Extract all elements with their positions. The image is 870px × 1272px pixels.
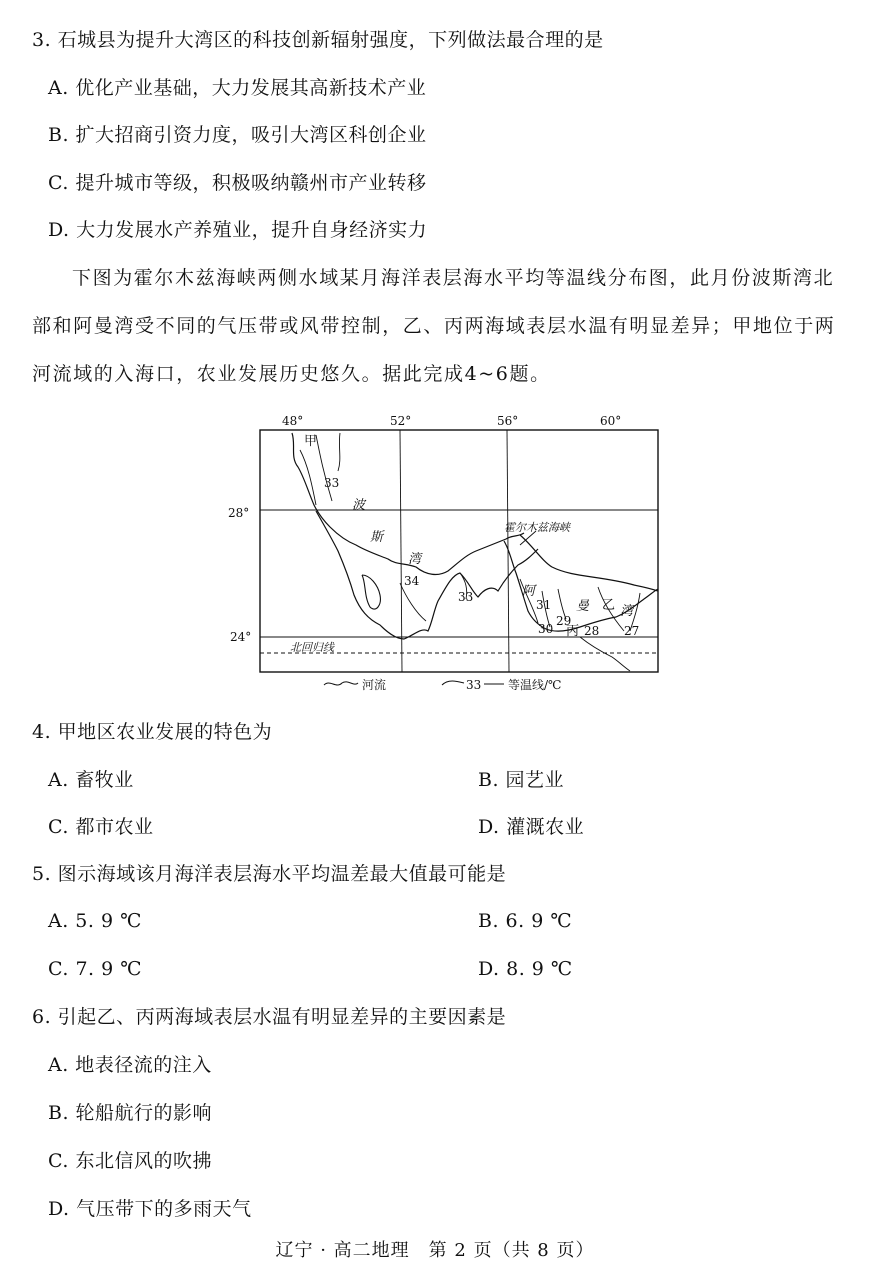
question-4-option-b: B. 园艺业 bbox=[478, 769, 565, 791]
legend-isotherm-value: 33 bbox=[466, 678, 482, 692]
isotherm-label-33-north: 33 bbox=[324, 476, 340, 490]
persian-gulf-char-1: 波 bbox=[352, 498, 366, 513]
question-5-option-a: A. 5. 9 ℃ bbox=[48, 910, 142, 932]
legend-river-label: 河流 bbox=[362, 678, 387, 692]
question-5-stem: 5. 图示海域该月海洋表层海水平均温差最大值最可能是 bbox=[32, 863, 507, 885]
question-3-option-c: C. 提升城市等级，积极吸纳赣州市产业转移 bbox=[48, 172, 427, 194]
question-3-option-b: B. 扩大招商引资力度，吸引大湾区科创企业 bbox=[48, 124, 427, 146]
isotherm-label-33-south: 33 bbox=[458, 590, 474, 604]
question-4-option-d: D. 灌溉农业 bbox=[478, 816, 585, 838]
page-footer: 辽宁 · 高二地理 第 2 页（共 8 页） bbox=[275, 1240, 595, 1261]
oman-gulf-char-1: 阿 bbox=[522, 584, 536, 599]
isotherm-label-30: 30 bbox=[538, 622, 554, 636]
isotherm-map bbox=[220, 405, 680, 695]
isotherm-label-34: 34 bbox=[404, 574, 420, 588]
strait-label: 霍尔木兹海峡 bbox=[504, 521, 570, 534]
question-3-option-a: A. 优化产业基础，大力发展其高新技术产业 bbox=[48, 77, 427, 99]
lon-label-60: 60° bbox=[600, 414, 622, 428]
question-4-option-a: A. 畜牧业 bbox=[48, 769, 134, 791]
isotherm-34 bbox=[400, 583, 426, 621]
legend-river-symbol bbox=[324, 682, 358, 685]
isotherm-label-31: 31 bbox=[536, 598, 552, 612]
question-6-option-a: A. 地表径流的注入 bbox=[48, 1054, 212, 1076]
lon-label-48: 48° bbox=[282, 414, 304, 428]
isotherm-label-27: 27 bbox=[624, 624, 640, 638]
lon-label-52: 52° bbox=[390, 414, 412, 428]
question-6-stem: 6. 引起乙、丙两海域表层水温有明显差异的主要因素是 bbox=[32, 1006, 507, 1028]
lat-label-28: 28° bbox=[228, 506, 250, 520]
question-3-option-d: D. 大力发展水产养殖业，提升自身经济实力 bbox=[48, 219, 428, 241]
coastline-qatar bbox=[362, 575, 380, 609]
question-6-option-d: D. 气压带下的多雨天气 bbox=[48, 1198, 252, 1220]
legend-isotherm-label: 等温线/℃ bbox=[508, 678, 562, 692]
question-5-option-c: C. 7. 9 ℃ bbox=[48, 958, 142, 980]
question-6-option-c: C. 东北信风的吹拂 bbox=[48, 1150, 212, 1172]
river-3 bbox=[580, 637, 630, 671]
legend-isotherm-symbol-left bbox=[442, 681, 464, 685]
passage-text: 下图为霍尔木兹海峡两侧水域某月海洋表层海水平均等温线分布图，此月份波斯湾北部和阿曼湾受不同的气压带或风带控制，乙、丙两海域表层水温有明显差异；甲地位于两河流域的入海口，农业发展历史悠久。据此完成4~6题。 bbox=[32, 267, 836, 385]
question-4-stem: 4. 甲地区农业发展的特色为 bbox=[32, 721, 273, 743]
oman-gulf-char-2: 曼 bbox=[576, 599, 590, 614]
isotherm-label-28: 28 bbox=[584, 624, 600, 638]
lon-label-56: 56° bbox=[497, 414, 519, 428]
place-yi-label: 乙 bbox=[602, 598, 616, 613]
question-5-option-b: B. 6. 9 ℃ bbox=[478, 910, 573, 932]
tropic-label: 北回归线 bbox=[290, 641, 334, 654]
isotherm-33-north bbox=[316, 435, 332, 501]
gridline-lon-52 bbox=[400, 430, 402, 672]
persian-gulf-char-2: 斯 bbox=[370, 530, 384, 545]
place-bing-label: 丙 bbox=[566, 624, 580, 639]
persian-gulf-char-3: 湾 bbox=[408, 552, 422, 567]
coastline-iran-east bbox=[520, 535, 658, 591]
isotherm-label-29: 29 bbox=[556, 614, 572, 628]
river-1 bbox=[300, 450, 316, 505]
question-5-option-d: D. 8. 9 ℃ bbox=[478, 958, 573, 980]
question-6-option-b: B. 轮船航行的影响 bbox=[48, 1102, 213, 1124]
question-3-stem: 3. 石城县为提升大湾区的科技创新辐射强度，下列做法最合理的是 bbox=[32, 29, 604, 51]
question-4-option-c: C. 都市农业 bbox=[48, 816, 154, 838]
passage bbox=[32, 254, 842, 398]
place-jia-label: 甲 bbox=[304, 434, 318, 449]
oman-gulf-char-3: 湾 bbox=[620, 604, 634, 619]
river-2 bbox=[338, 433, 340, 471]
lat-label-24: 24° bbox=[230, 630, 252, 644]
